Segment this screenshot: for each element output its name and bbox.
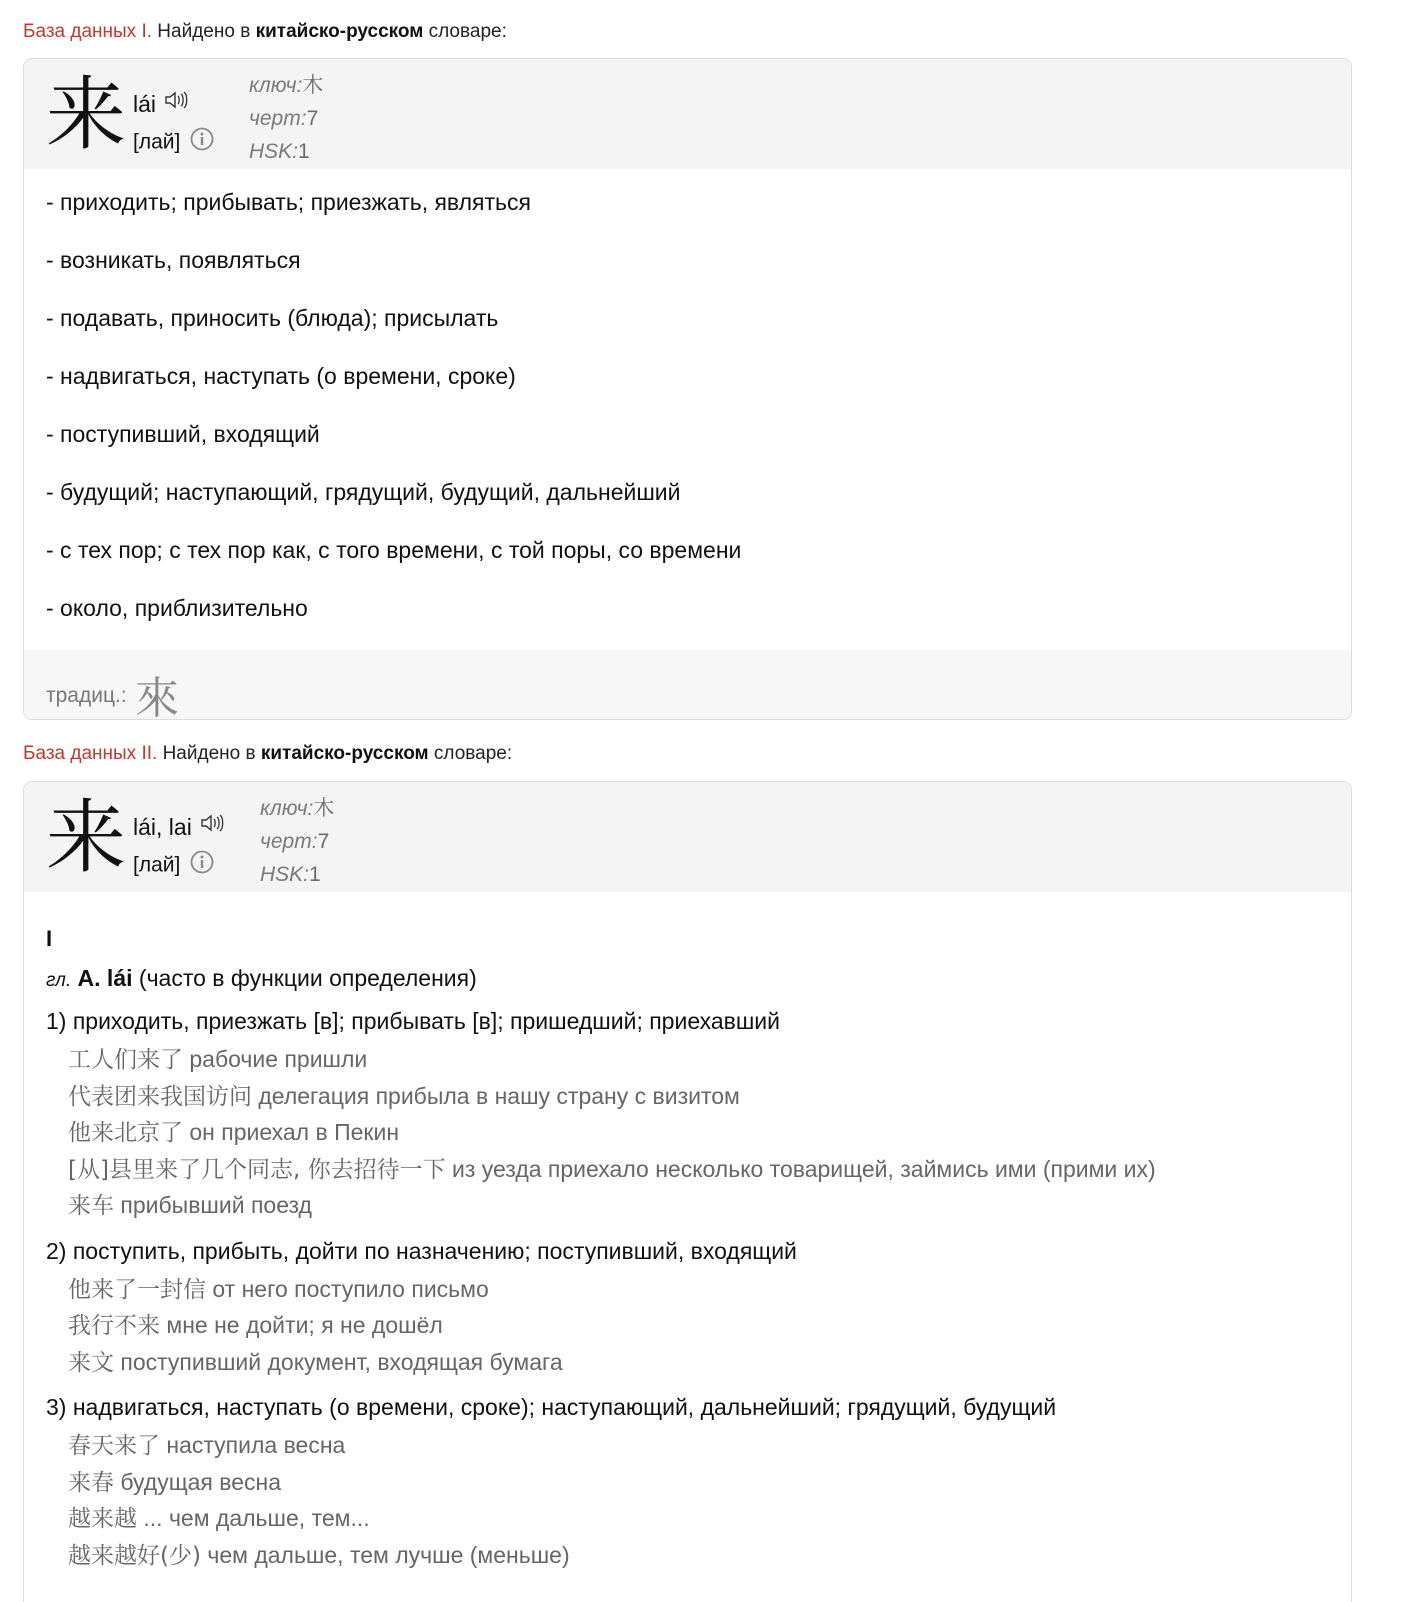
example-item: 来春 будущая весна xyxy=(68,1468,282,1496)
db1-entry-head xyxy=(24,59,1351,169)
db1-found-in: Найдено в xyxy=(157,21,251,42)
example-item: 来文 поступивший документ, входящая бумага xyxy=(68,1348,563,1376)
info-icon[interactable] xyxy=(190,127,214,159)
traditional-char: 來 xyxy=(135,673,179,720)
speaker-icon[interactable] xyxy=(200,811,224,839)
db1-header xyxy=(23,20,507,44)
db1-hsk: HSK:1 xyxy=(249,140,310,163)
db1-name: База данных I. xyxy=(23,21,153,42)
example-item: 越来越好(少) чем дальше, тем лучше (меньше) xyxy=(68,1541,570,1569)
db2-name: База данных II. xyxy=(23,743,158,764)
db2-meta xyxy=(260,792,334,891)
grammar-line xyxy=(46,964,1329,995)
db1-pinyin: lái xyxy=(133,91,157,117)
example-item: 他来了一封信 от него поступило письмо xyxy=(68,1275,489,1303)
example-item: 我行不来 мне не дойти; я не дошёл xyxy=(68,1312,443,1339)
pos-note: (часто в функции определения) xyxy=(138,965,477,991)
example-list xyxy=(46,1042,1329,1225)
example-item: 代表团来我国访问 делегация прибыла в нашу страну с визитом xyxy=(68,1082,740,1110)
db1-hanzi: 来 xyxy=(46,68,126,161)
example-item: 工人们来了 рабочие пришли xyxy=(68,1046,368,1073)
db2-strokes: черт:7 xyxy=(260,830,330,853)
db1-entry-card xyxy=(23,58,1352,720)
sense-item: 2) поступить, прибыть, дойти по назначению; поступивший, входящий xyxy=(46,1237,797,1264)
db1-ru-reading-row xyxy=(133,127,214,159)
definition-item: - возникать, появляться xyxy=(46,247,301,273)
db2-entry-head xyxy=(24,782,1351,892)
db2-hsk: HSK:1 xyxy=(260,863,321,886)
definition-item: - приходить; прибывать; приезжать, являться xyxy=(46,189,531,215)
db2-suffix: словаре: xyxy=(433,743,513,764)
db2-entry-body xyxy=(24,892,1351,1574)
db2-pinyin-row xyxy=(133,813,224,841)
example-item: [从]县里来了几个同志, 你去招待一下 из уезда приехало несколько товарищей, займись ими (прими их) xyxy=(68,1155,1156,1183)
definition-item: - надвигаться, наступать (о времени, сроке) xyxy=(46,363,516,389)
example-list xyxy=(46,1272,1329,1382)
example-item: 春天来了 наступила весна xyxy=(68,1432,346,1459)
db2-header xyxy=(23,742,512,766)
db2-key: ключ:木 xyxy=(260,797,335,820)
db1-key: ключ:木 xyxy=(249,74,324,97)
info-icon[interactable] xyxy=(190,850,214,882)
definition-item: - с тех пор; с тех пор как, с того времени, с той поры, со времени xyxy=(46,537,742,563)
db2-ru-reading: [лай] xyxy=(133,853,181,877)
db2-pinyin: lái, lai xyxy=(133,814,192,840)
example-item: 他来北京了 он приехал в Пекин xyxy=(68,1119,400,1146)
db2-ru-reading-row xyxy=(133,850,214,882)
db1-traditional-bar xyxy=(24,650,1351,720)
db2-dict-name: китайско-русском xyxy=(260,743,429,764)
db2-found-in: Найдено в xyxy=(162,743,256,764)
traditional-label: традиц.: xyxy=(46,684,127,707)
sense-item: 1) приходить, приезжать [в]; прибывать [в]; пришедший; приехавший xyxy=(46,1008,781,1034)
definition-item: - поступивший, входящий xyxy=(46,421,320,447)
example-item: 来车 прибывший поезд xyxy=(68,1192,312,1219)
definition-item: - будущий; наступающий, грядущий, будущий, дальнейший xyxy=(46,479,681,505)
db2-entry-card xyxy=(23,781,1352,1602)
homonym-number: I xyxy=(46,926,53,951)
db1-suffix: словаре: xyxy=(428,21,507,42)
speaker-icon[interactable] xyxy=(164,88,188,116)
db1-ru-reading: [лай] xyxy=(133,130,181,154)
db1-meta xyxy=(249,69,323,168)
db2-hanzi: 来 xyxy=(46,791,126,884)
example-item: 越来越 ... чем дальше, тем... xyxy=(68,1505,370,1532)
pos-abbr: гл. xyxy=(46,970,72,991)
example-list xyxy=(46,1428,1329,1574)
db1-strokes: черт:7 xyxy=(249,107,319,130)
db1-pinyin-row xyxy=(133,90,188,118)
definition-item: - подавать, приносить (блюда); присылать xyxy=(46,305,499,331)
db1-dict-name: китайско-русском xyxy=(255,21,424,42)
pos-head: А. lái xyxy=(77,965,133,991)
sense-item: 3) надвигаться, наступать (о времени, сроке); наступающий, дальнейший; грядущий, будущий xyxy=(46,1394,1057,1420)
db1-definitions xyxy=(24,169,1351,622)
definition-item: - около, приблизительно xyxy=(46,595,308,621)
